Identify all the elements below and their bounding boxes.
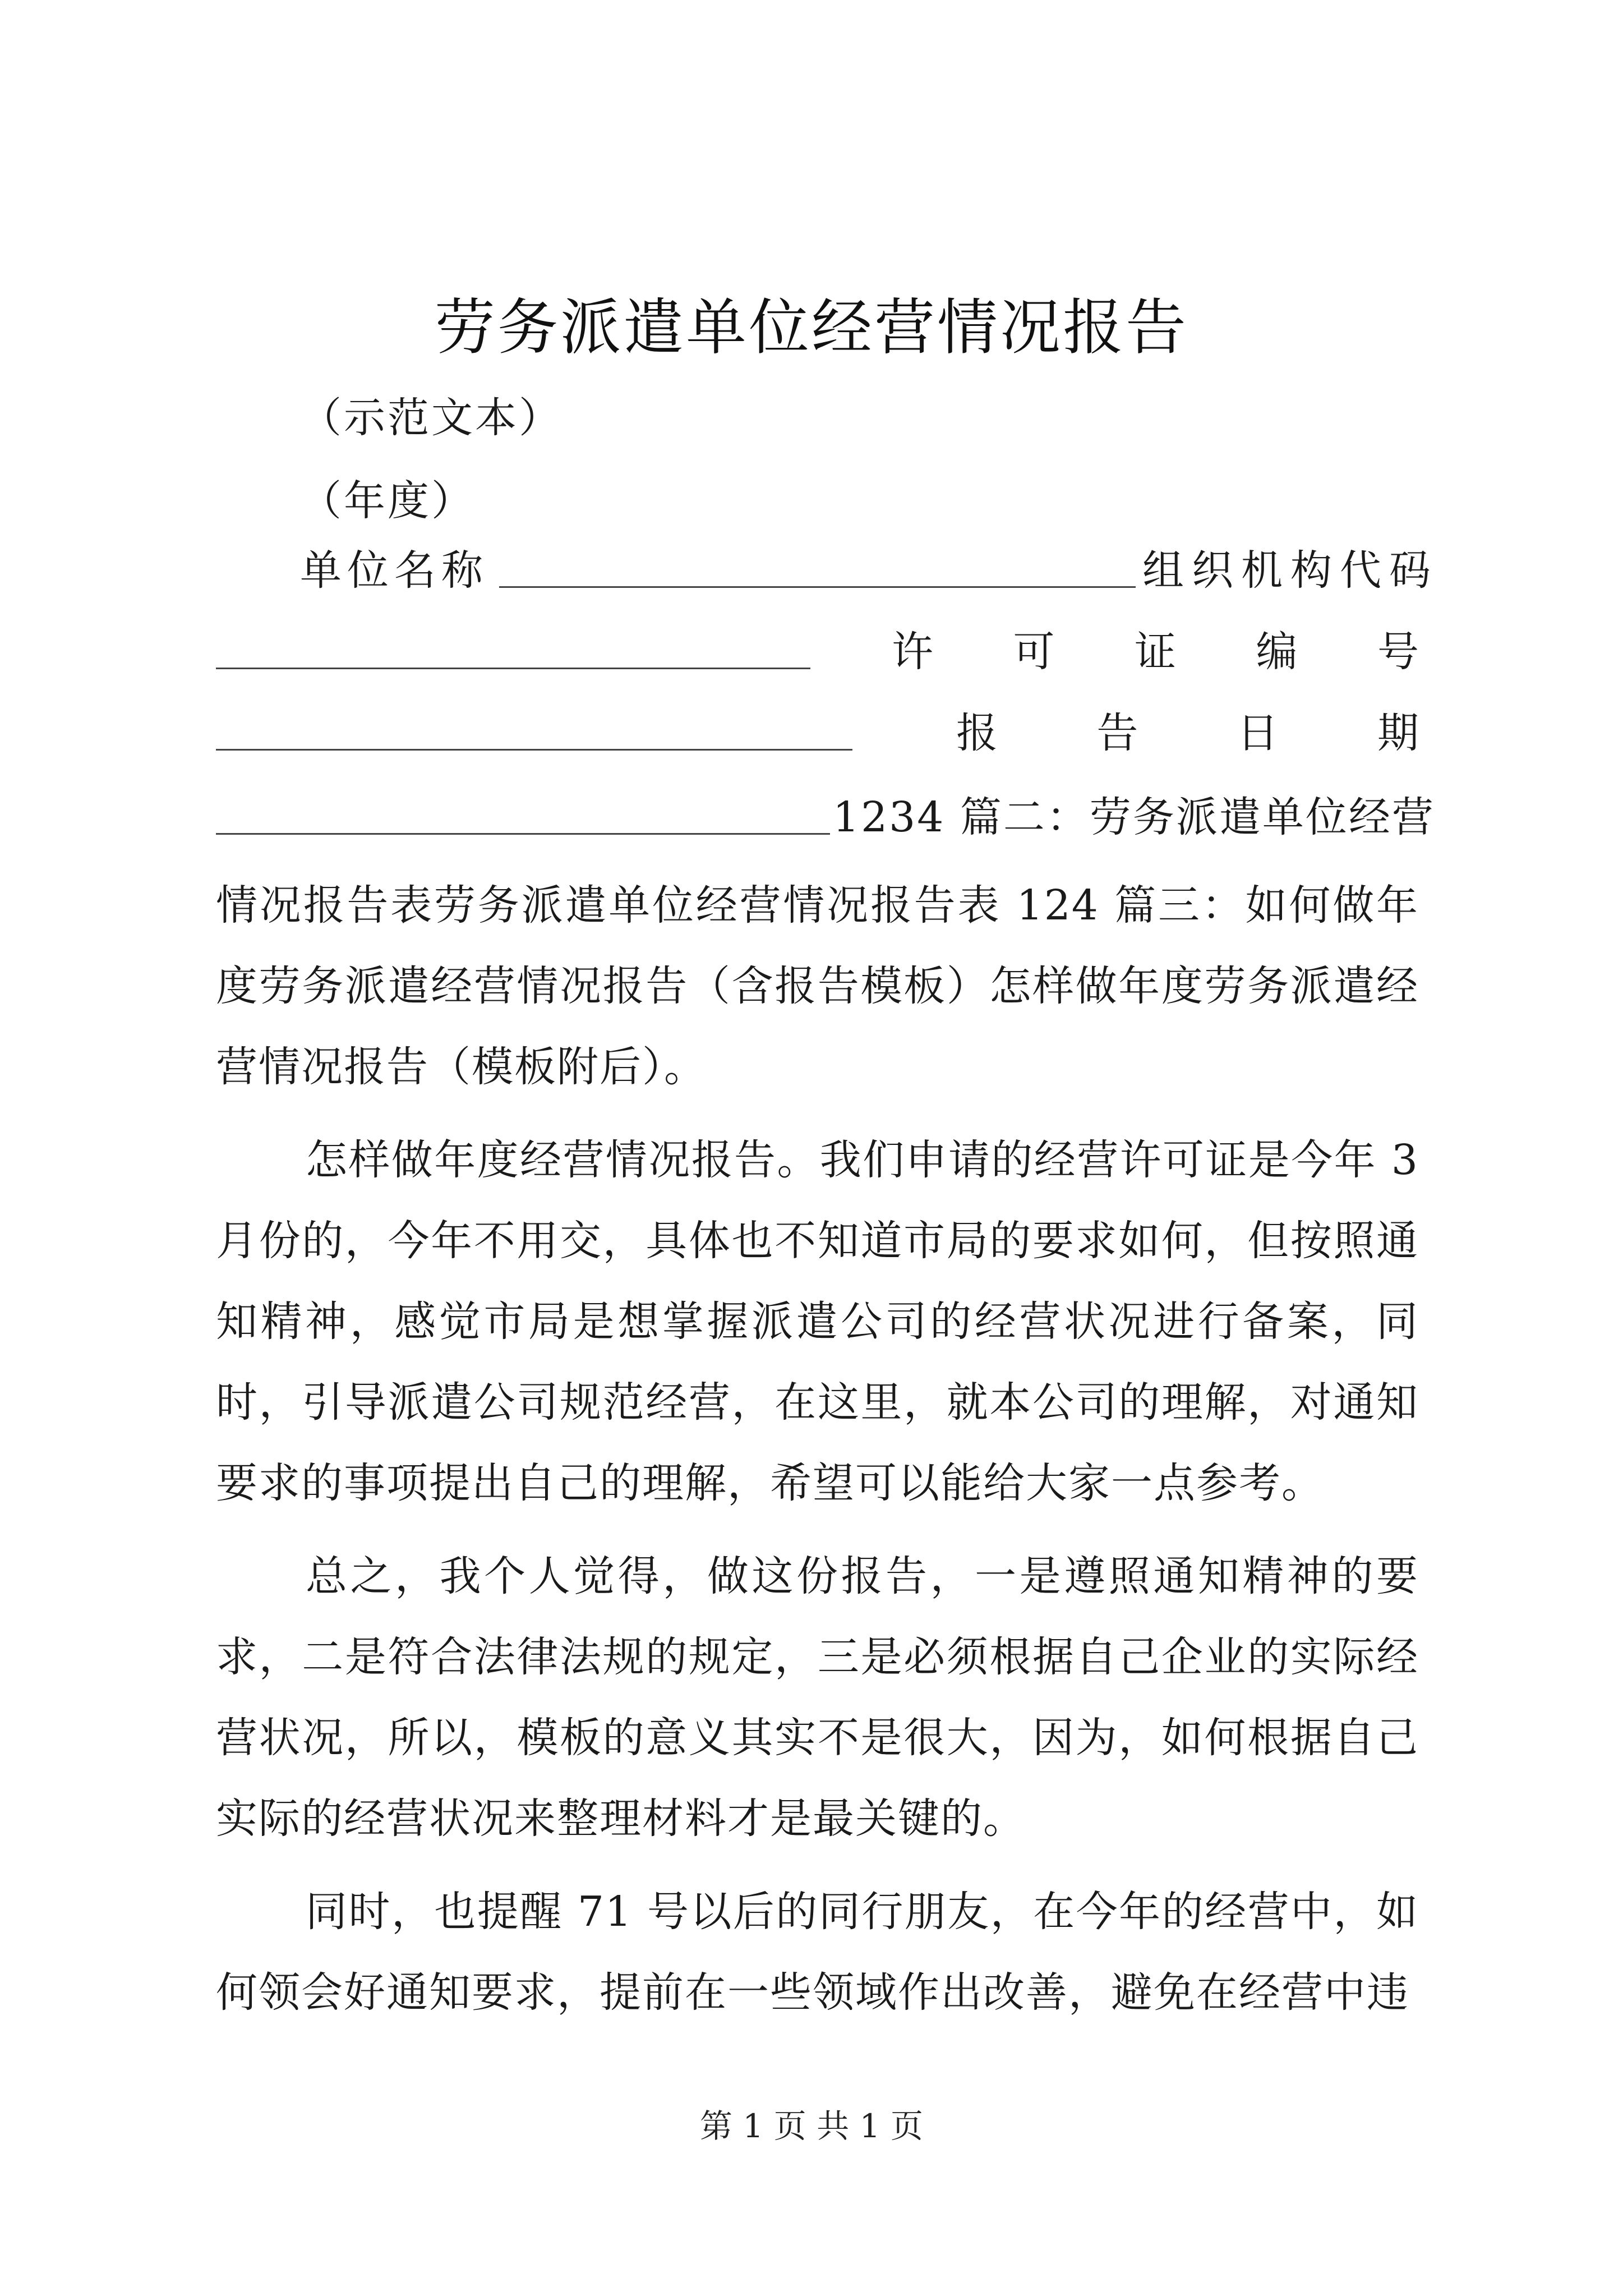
subtitle-sample-text: （示范文本） (300, 394, 562, 442)
field-row-after-date (216, 785, 1435, 847)
report-date-blank (216, 833, 830, 835)
document-title: 劳务派遣单位经营情况报告 (434, 293, 1188, 363)
body-lead-text: 1234 篇二：劳务派遣单位经营 (833, 793, 1435, 841)
org-code-label: 组织机构代码 (1142, 546, 1438, 595)
license-number-label: 许 可 证 编 号 (892, 628, 1419, 676)
field-row-unit-name (216, 539, 1438, 600)
unit-name-label: 单位名称 (300, 546, 488, 595)
paragraph-summary: 总之，我个人觉得，做这份报告，一是遵照通知精神的要求，二是符合法律法规的规定，三是必须根据自己企业的实际经营状况，所以，模板的意义其实不是很大，因为，如何根据自己实际的经营状况来整理材料才是最关键的。 (216, 1552, 1419, 1843)
license-number-blank (216, 749, 852, 751)
paragraph-reminder: 同时，也提醒 71 号以后的同行朋友，在今年的经营中，如何领会好通知要求，提前在一些领域作出改善，避免在经营中违 (216, 1888, 1419, 2017)
field-row-report-date (216, 701, 1419, 763)
paragraph-how-to-report: 怎样做年度经营情况报告。我们申请的经营许可证是今年 3 月份的，今年不用交，具体也不知道市局的要求如何，但按照通知精神，感觉市局是想掌握派遣公司的经营状况进行备案，同时，引导派遣公司规范经营，在这里，就本公司的理解，对通知要求的事项提出自己的理解，希望可以能给大家一点参考。 (216, 1136, 1419, 1507)
unit-name-blank (499, 586, 1136, 588)
subtitle-year: （年度） (300, 477, 475, 525)
org-code-blank (216, 668, 810, 669)
paragraph-continuation: 情况报告表劳务派遣单位经营情况报告表 124 篇三：如何做年度劳务派遣经营情况报告（含报告模板）怎样做年度劳务派遣经营情况报告（模板附后）。 (216, 881, 1419, 1091)
document-body (216, 865, 1419, 2033)
report-date-label: 报 告 日 期 (956, 709, 1419, 757)
page-footer: 第 1 页 共 1 页 (700, 2107, 923, 2145)
field-row-license (216, 620, 1419, 682)
